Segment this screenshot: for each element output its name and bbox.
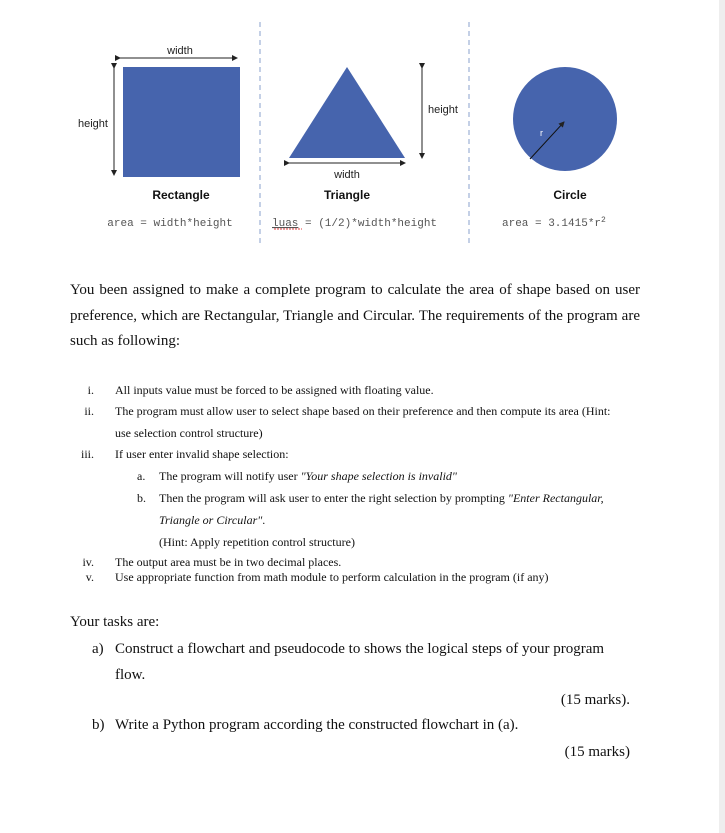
item-number: v. <box>85 570 94 584</box>
shapes-figure <box>0 0 725 245</box>
triangle-formula <box>272 218 437 230</box>
task-number: a) <box>92 641 104 657</box>
tasks-heading: Your tasks are: <box>70 614 160 630</box>
triangle-width-label: width <box>334 169 360 181</box>
task-text: Write a Python program according the constructed flowchart in (a). <box>115 717 519 733</box>
item-text: The output area must be in two decimal places. <box>115 555 342 569</box>
formula-rest: = (1/2)*width*height <box>298 218 438 230</box>
item-quote: "Enter Rectangular, <box>507 491 604 505</box>
triangle-height-label: height <box>428 104 458 116</box>
circle-name: Circle <box>553 188 587 202</box>
intro-paragraph: You been assigned to make a complete program to calculate the area of shape based on user preference, which are Rectangular, Triangle and Circular. The requirements of the program are such as following: <box>70 282 640 349</box>
rectangle-formula: area = width*height <box>107 218 233 230</box>
task-marks: (15 marks). <box>560 692 630 708</box>
item-quote: Triangle or Circular" <box>159 513 263 527</box>
item-hint: (Hint: Apply repetition control structure) <box>159 535 355 549</box>
item-number: ii. <box>84 404 94 418</box>
triangle-shape <box>289 67 405 158</box>
formula-word: luas <box>272 218 299 230</box>
item-number: a. <box>137 469 146 483</box>
rectangle-height-label: height <box>78 118 108 130</box>
item-number: i. <box>87 383 94 397</box>
item-number: iii. <box>80 447 94 461</box>
item-text: Use appropriate function from math module to perform calculation in the program (if any) <box>115 570 549 584</box>
triangle-name: Triangle <box>323 188 371 202</box>
item-quote: "Your shape selection is invalid" <box>300 469 457 483</box>
item-text: All inputs value must be forced to be assigned with floating value. <box>115 383 434 397</box>
item-text: The program must allow user to select shape based on their preference and then compute its area (Hint: <box>115 404 611 418</box>
item-text: Then the program will ask user to enter the right selection by prompting <box>159 491 508 505</box>
item-text: If user enter invalid shape selection: <box>115 447 289 461</box>
circle-formula <box>502 216 606 230</box>
item-number: b. <box>137 491 146 505</box>
formula-main: area = 3.1415*r <box>502 218 602 230</box>
item-text: . <box>262 513 266 527</box>
rectangle-shape <box>123 67 240 177</box>
formula-sup: 2 <box>601 216 606 225</box>
rectangle-name: Rectangle <box>152 188 210 202</box>
task-marks: (15 marks) <box>564 744 630 760</box>
radius-label: r <box>540 128 543 138</box>
task-text: flow. <box>115 667 146 683</box>
item-text: The program will notify user <box>159 469 301 483</box>
rectangle-width-label: width <box>167 45 193 57</box>
circle-shape <box>513 67 617 171</box>
task-number: b) <box>92 717 105 733</box>
item-number: iv. <box>82 555 94 569</box>
item-text: use selection control structure) <box>115 426 263 440</box>
task-text: Construct a flowchart and pseudocode to shows the logical steps of your program <box>115 641 605 657</box>
